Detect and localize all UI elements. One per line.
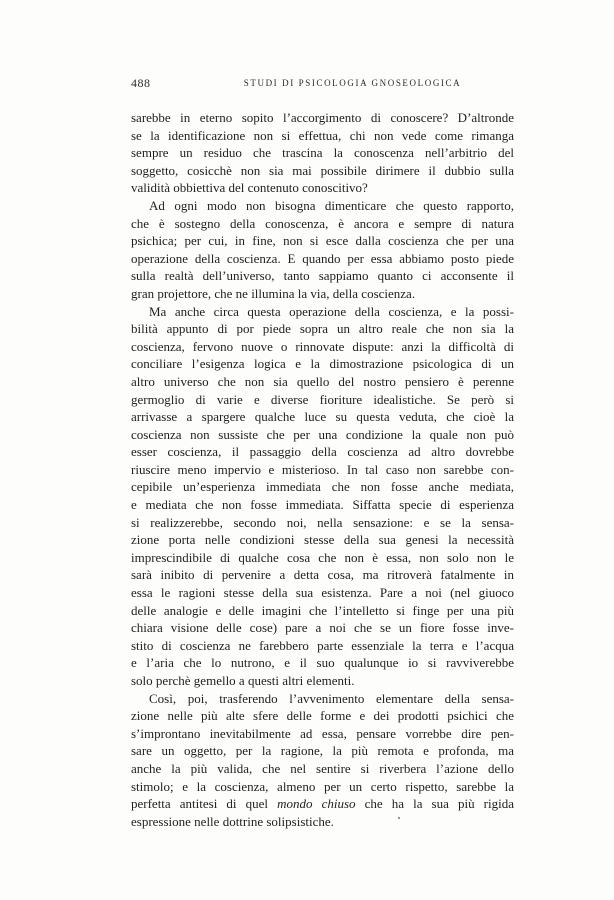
text-line: essa le ragioni stesse della sua esistenza. Pare a noi (nel giuoco <box>131 585 514 601</box>
text-line: stito di coscienza ne farebbero parte essenziale la terra e l’acqua <box>131 637 514 653</box>
text-line: che è sostegno della conoscenza, è ancora e sempre di natura <box>131 215 514 231</box>
text-line: conciliare l’esigenza logica e la dimostrazione psicologica di un <box>131 356 514 372</box>
text-line: e mediata che non fosse immediata. Siffatta specie di esperienza <box>131 497 514 513</box>
text-line: chiara visione delle cose) pare a noi che se un fiore fosse inve- <box>131 620 514 636</box>
text-line: zione nelle più alte sfere delle forme e dei prodotti psichici che <box>131 708 514 724</box>
text-run: che ha la sua più rigida <box>355 796 514 812</box>
text-line: sempre un residuo che trascina la conoscenza nell’arbitrio del <box>131 145 514 161</box>
body-text <box>131 109 514 830</box>
text-line: arrivasse a spargere qualche luce su questa veduta, che cioè la <box>131 409 514 425</box>
text-line: si realizzerebbe, secondo noi, nella sensazione: e se la sensa- <box>131 514 514 530</box>
text-line: e l’aria che lo nutrono, e il suo qualunque io si ravviverebbe <box>131 655 514 671</box>
text-line: riuscire meno impervio e misterioso. In tal caso non sarebbe con- <box>131 461 514 477</box>
text-line: sarà inibito di pervenire a detta cosa, ma ritroverà fatalmente in <box>131 567 514 583</box>
text-line: soggetto, cosicchè non sia mai possibile dirimere il dubbio sulla <box>131 162 514 178</box>
text-run: perfetta antitesi di quel <box>131 796 278 812</box>
text-line: Così, poi, trasferendo l’avvenimento elementare della sensa- <box>149 690 514 706</box>
text-line-with-italic <box>131 795 514 813</box>
print-speck <box>398 817 400 819</box>
text-line: espressione nelle dottrine solipsistiche. <box>131 813 334 829</box>
page-number: 488 <box>131 76 151 90</box>
text-line: altro universo che non sia quello del nostro pensiero è perenne <box>131 373 514 389</box>
page-header <box>131 76 514 96</box>
paragraph-4 <box>131 690 514 831</box>
text-line: esser coscienza, il passaggio della coscienza ad altro dovrebbe <box>131 444 514 460</box>
paragraph-1 <box>131 109 514 197</box>
text-line: se la identificazione non si effettua, chi non vede come rimanga <box>131 127 514 143</box>
text-line: stimolo; e la coscienza, almeno per un certo rispetto, sarebbe la <box>131 778 514 794</box>
text-line: solo perchè gemello a questi altri elementi. <box>131 673 355 688</box>
text-line: coscienza non sussiste che per una condizione la quale non può <box>131 426 514 442</box>
text-line: cepibile un’esperienza immediata che non fosse anche mediata, <box>131 479 514 495</box>
running-head: STUDI DI PSICOLOGIA GNOSEOLOGICA <box>243 78 462 88</box>
text-line: psichica; per cui, in fine, non si esce dalla coscienza che per una <box>131 233 514 249</box>
text-line: sarebbe in eterno sopito l’accorgimento di conoscere? D’altronde <box>131 110 514 125</box>
text-line: coscienza, fervono nuove o rinnovate dispute: anzi la difficoltà di <box>131 338 514 354</box>
text-line: zione porta nelle condizioni stesse della sua genesi la necessità <box>131 532 514 548</box>
paragraph-3 <box>131 303 514 690</box>
text-line: operazione della coscienza. E quando per essa abbiamo posto piede <box>131 250 514 266</box>
text-line: Ad ogni modo non bisogna dimenticare che questo rapporto, <box>149 197 514 213</box>
text-line: s’improntano inevitabilmente ad essa, pensare vorrebbe dire pen- <box>131 725 514 741</box>
text-line: sare un oggetto, per la ragione, la più remota e profonda, ma <box>131 743 514 759</box>
text-line: Ma anche circa questa operazione della coscienza, e la possi- <box>149 303 514 319</box>
text-line: bilità appunto di por piede sopra un altro reale che non sia la <box>131 321 514 337</box>
paragraph-2 <box>131 197 514 303</box>
text-line: anche la più valida, che nel sentire si riverbera l’azione dello <box>131 760 514 776</box>
text-line: gran projettore, che ne illumina la via, della coscienza. <box>131 285 416 301</box>
text-line: delle analogie e delle imagini che l’intelletto si finge per una più <box>131 602 514 618</box>
text-line: imprescindibile di qualche cosa che non è essa, non solo non le <box>131 549 514 565</box>
text-line: sulla realtà dell’universo, tanto sappiamo quanto ci acconsente il <box>131 268 514 284</box>
italic-phrase: mondo chiuso <box>277 796 356 812</box>
text-line: germoglio di varie e diverse fioriture idealistiche. Se però si <box>131 391 514 407</box>
text-line: validità obbiettiva del contenuto conoscitivo? <box>131 180 368 196</box>
